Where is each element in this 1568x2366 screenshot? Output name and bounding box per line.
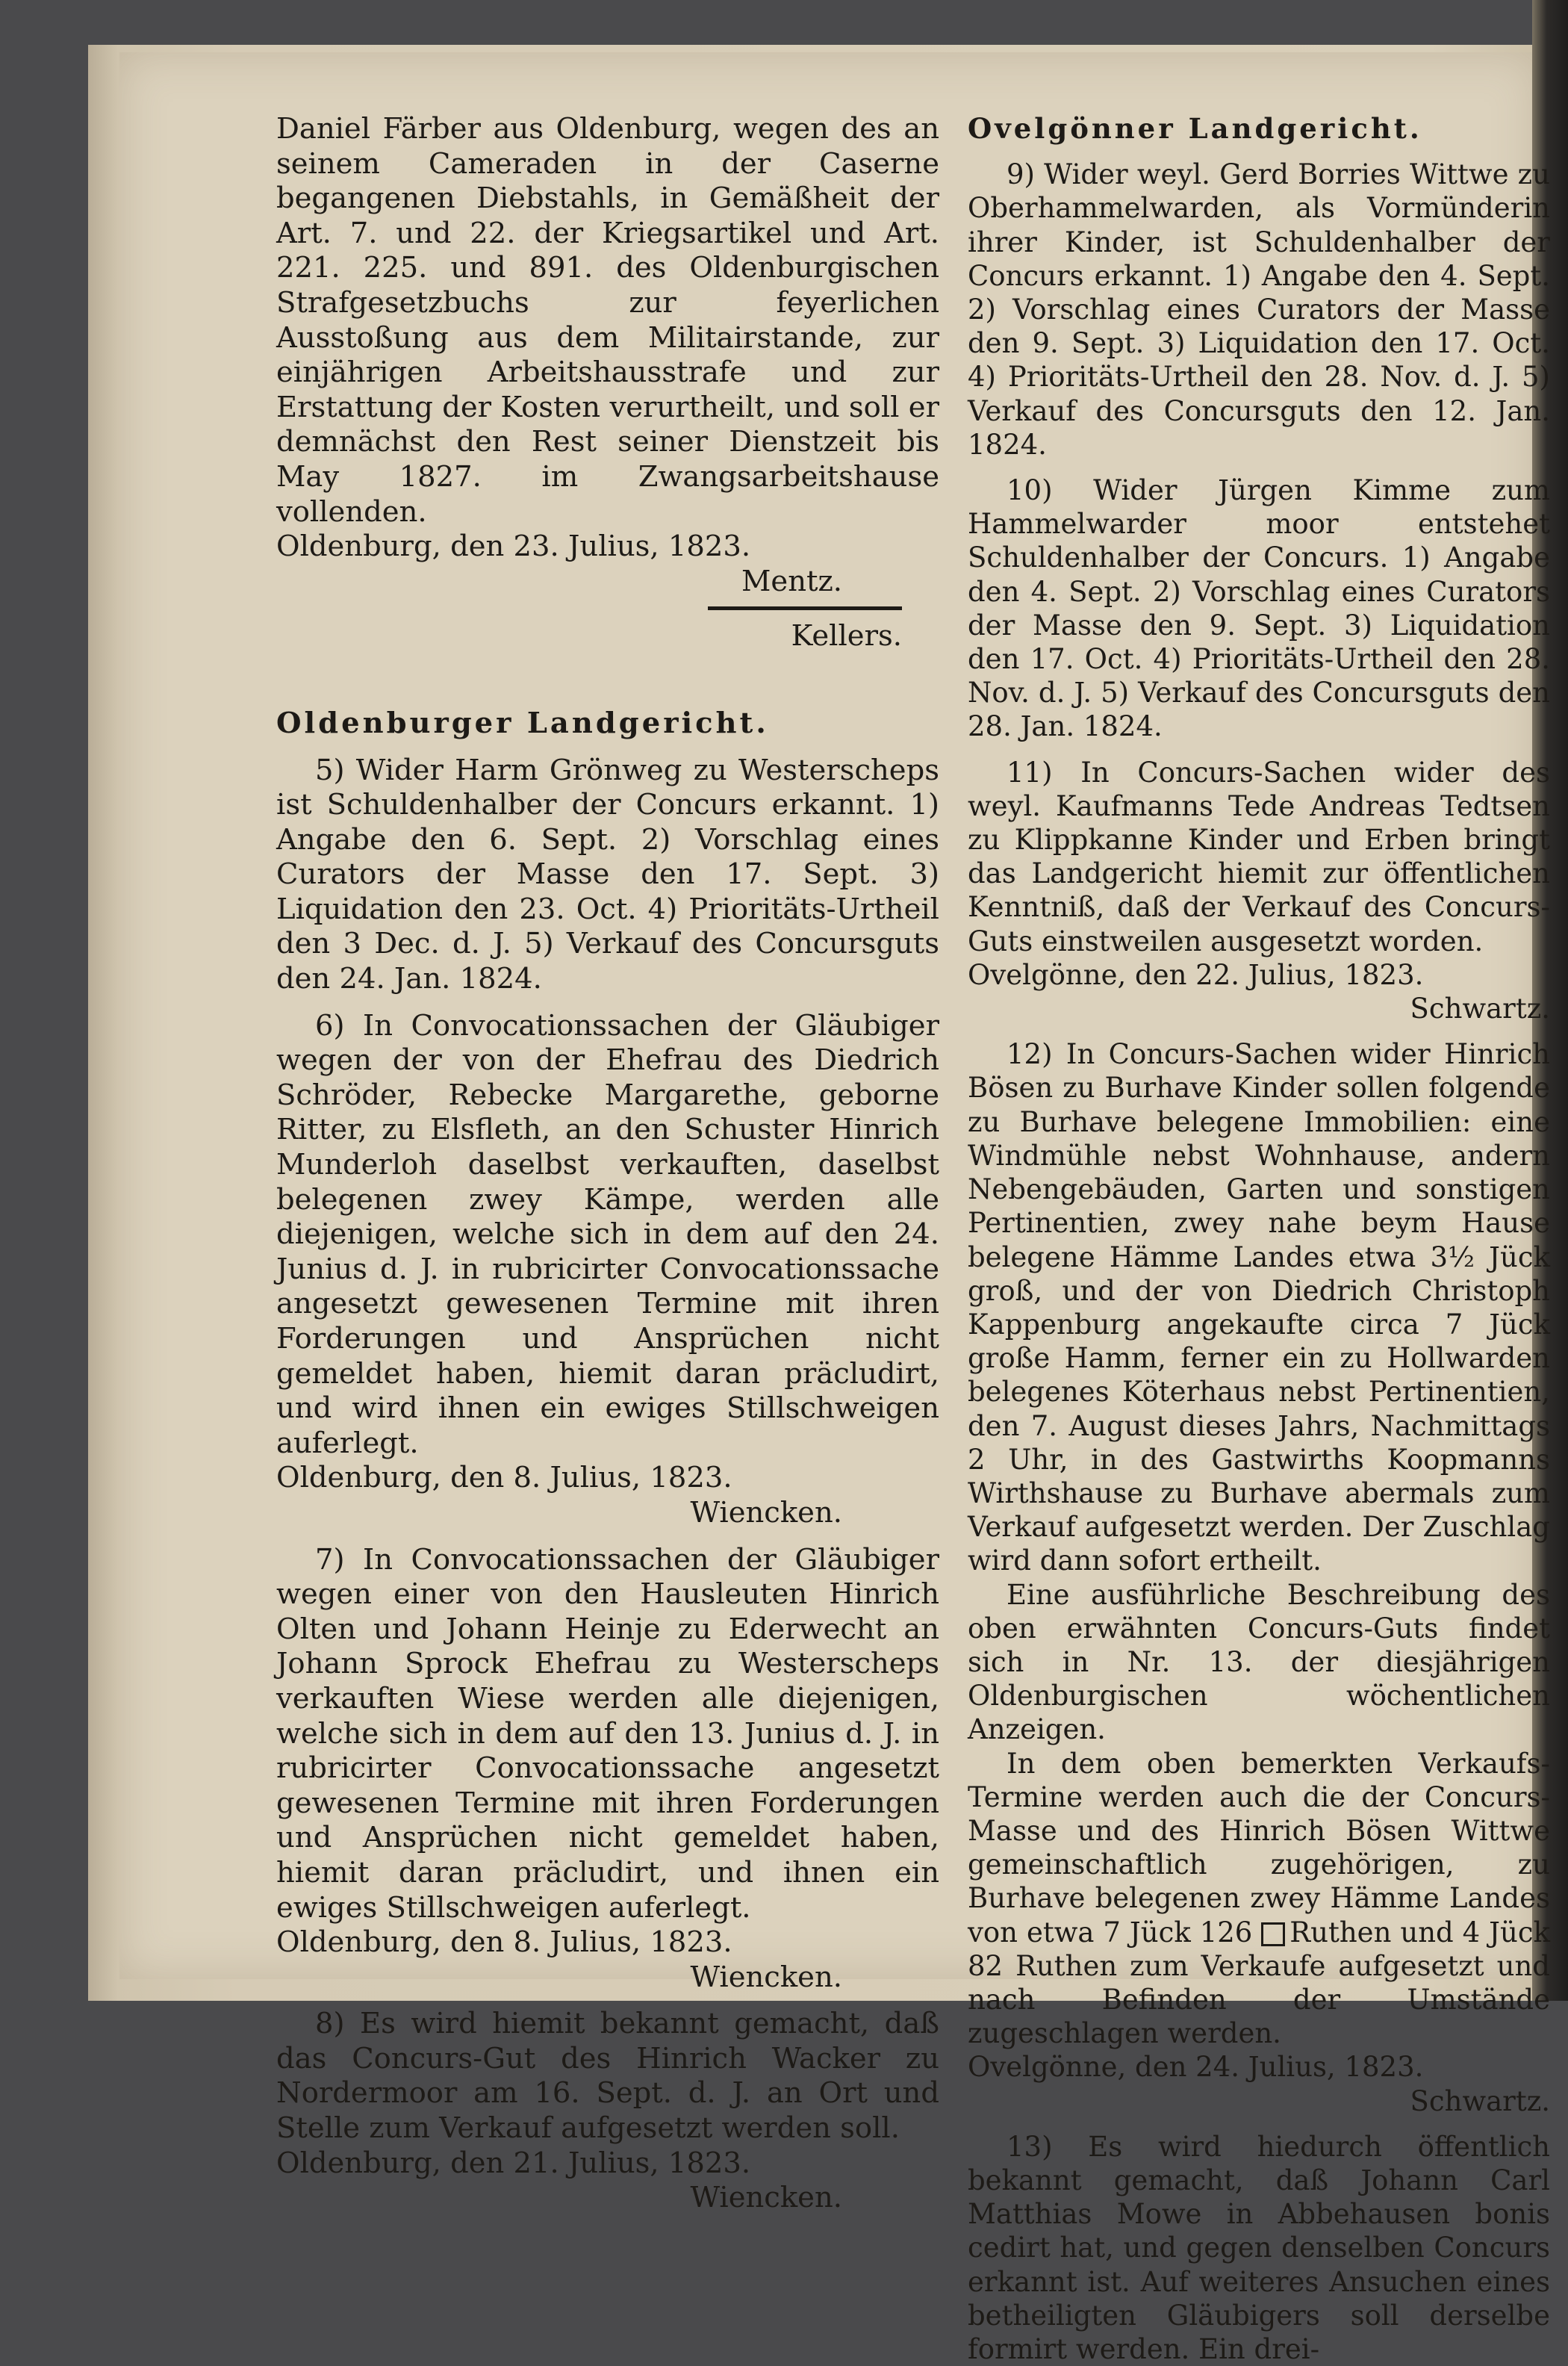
- right-column: [968, 112, 1550, 2366]
- paragraph-10: 10) Wider Jürgen Kimme zum Hammelwarder moor entstehet Schuldenhalber der Concurs. 1) Angabe den 4. Sept. 2) Vorschlag eines Curators der Masse den 9. Sept. 3) Liquidation den 17. Oct. 4) Prioritäts-Urtheil den 28. Nov. d. J. 5) Verkauf des Concursguts den 28. Jan. 1824.: [968, 474, 1550, 743]
- paragraph-9: 9) Wider weyl. Gerd Borries Wittwe zu Oberhammelwarden, als Vormünderin ihrer Kinder, ist Schuldenhalber der Concurs erkannt. 1) Angabe den 4. Sept. 2) Vorschlag eines Curators der Masse den 9. Sept. 3) Liquidation den 17. Oct. 4) Prioritäts-Urtheil den 28. Nov. d. J. 5) Verkauf des Concursguts den 12. Jan. 1824.: [968, 158, 1550, 461]
- signature: Wiencken.: [690, 1495, 842, 1530]
- section-heading: Oldenburger Landgericht.: [276, 706, 769, 740]
- signature: Schwartz.: [1410, 993, 1550, 1025]
- left-column: [276, 112, 939, 2216]
- paragraph-8: 8) Es wird hiemit bekannt gemacht, daß das Concurs-Gut des Hinrich Wacker zu Nordermoor am 16. Sept. d. J. an Ort und Stelle zum Verkauf aufgesetzt werden soll.: [276, 2007, 939, 2146]
- place-date: Oldenburg, den 8. Julius, 1823.: [276, 1925, 732, 1960]
- paragraph-11: 11) In Concurs-Sachen wider des weyl. Kaufmanns Tede Andreas Tedtsen zu Klippkanne Kinder und Erben bringt das Landgericht hiemit zur öffentlichen Kenntniß, daß der Verkauf des Concurs-Guts einstweilen ausgesetzt worden.: [968, 756, 1550, 957]
- section-heading: Ovelgönner Landgericht.: [968, 112, 1422, 145]
- paragraph-12b: Eine ausführliche Beschreibung des oben erwähnten Concurs-Guts findet sich in Nr. 13. der diesjährigen Oldenburgischen wöchentlichen Anzeigen.: [968, 1578, 1550, 1746]
- paragraph-5: 5) Wider Harm Grönweg zu Westerscheps ist Schuldenhalber der Concurs erkannt. 1) Angabe den 6. Sept. 2) Vorschlag eines Curators der Masse den 17. Sept. 3) Liquidation den 23. Oct. 4) Prioritäts-Urtheil den 3 Dec. d. J. 5) Verkauf des Concursguts den 24. Jan. 1824.: [276, 753, 939, 996]
- paragraph-12c: [968, 1747, 1550, 2051]
- place-date: Oldenburg, den 23. Julius, 1823.: [276, 530, 751, 564]
- signature: Schwartz.: [1410, 2084, 1550, 2117]
- paragraph-12: 12) In Concurs-Sachen wider Hinrich Bösen zu Burhave Kinder sollen folgende zu Burhave belegene Immobilien: eine Windmühle nebst Wohnhause, andern Nebengebäuden, Garten und sonstigen Pertinentien, zwey nahe beym Hause belegene Hämme Landes etwa 3½ Jück groß, und der von Diedrich Christoph Kappenburg angekaufte circa 7 Jück große Hamm, ferner ein zu Hollwarden belegenes Köterhaus nebst Pertinentien, den 7. August dieses Jahrs, Nachmittags 2 Uhr, in des Gastwirths Koopmanns Wirthshause zu Burhave abermals zum Verkauf aufgesetzt werden. Der Zuschlag wird dann sofort ertheilt.: [968, 1038, 1550, 1577]
- paragraph-faerber: Daniel Färber aus Oldenburg, wegen des an seinem Cameraden in der Caserne begangenen Diebstahls, in Gemäßheit der Art. 7. und 22. der Kriegsartikel und Art. 221. 225. und 891. des Oldenburgischen Strafgesetzbuchs zur feyerlichen Ausstoßung aus dem Militairstande, zur einjährigen Arbeitshausstrafe und zur Erstattung der Kosten verurtheilt, und soll er demnächst den Rest seiner Dienstzeit bis May 1827. im Zwangsarbeitshause vollenden.: [276, 112, 939, 529]
- paragraph-12c-text: Ruthen und 4 Jück 82 Ruthen zum Verkaufe aufgesetzt und nach Befinden der Umstände zugeschlagen werden.: [968, 1916, 1550, 2050]
- square-rod-symbol: [1261, 1922, 1285, 1946]
- signature: Wiencken.: [690, 2181, 842, 2215]
- signature: Wiencken.: [690, 1960, 842, 1994]
- paragraph-7: 7) In Convocationssachen der Gläubiger wegen einer von den Hausleuten Hinrich Olten und Johann Heinje zu Ederwecht an Johann Sprock Ehefrau zu Westerscheps verkauften Wiese werden alle diejenigen, welche sich in dem auf den 13. Junius d. J. in rubricirter Convocationssache angesetzt gewesenen Termine mit ihren Forderungen und Ansprüchen nicht gemeldet haben, hiemit daran präcludirt, und ihnen ein ewiges Stillschweigen auferlegt.: [276, 1542, 939, 1925]
- paragraph-6: 6) In Convocationssachen der Gläubiger wegen der von der Ehefrau des Diedrich Schröder, Rebecke Margarethe, geborne Ritter, zu Elsfleth, an den Schuster Hinrich Munderloh daselbst verkauften, daselbst belegenen zwey Kämpe, werden alle diejenigen, welche sich in dem auf den 24. Junius d. J. in rubricirter Convocationssache angesetzt gewesenen Termine mit ihren Forderungen und Ansprüchen nicht gemeldet haben, hiemit daran präcludirt, und wird ihnen ein ewiges Stillschweigen auferlegt.: [276, 1008, 939, 1460]
- paragraph-13: 13) Es wird hiedurch öffentlich bekannt gemacht, daß Johann Carl Matthias Mowe in Abbehausen bonis cedirt hat, und gegen denselben Concurs erkannt ist. Auf weiteres Ansuchen eines betheiligten Gläubigers soll derselbe formirt werden. Ein drei-: [968, 2130, 1550, 2365]
- signature: Kellers.: [791, 619, 902, 653]
- paragraph-12c-text: In dem oben bemerkten Verkaufs-Termine werden auch die der Concurs-Masse und des Hinrich Bösen Wittwe gemeinschaftlich zugehörigen, zu Burhave belegenen zwey Hämme Landes von etwa 7 Jück 126: [968, 1747, 1550, 1949]
- place-date: Ovelgönne, den 24. Julius, 1823.: [968, 2051, 1424, 2084]
- place-date: Ovelgönne, den 22. Julius, 1823.: [968, 958, 1424, 991]
- signature: Mentz.: [741, 564, 842, 598]
- place-date: Oldenburg, den 21. Julius, 1823.: [276, 2146, 751, 2180]
- place-date: Oldenburg, den 8. Julius, 1823.: [276, 1461, 732, 1495]
- divider-rule: [708, 606, 902, 610]
